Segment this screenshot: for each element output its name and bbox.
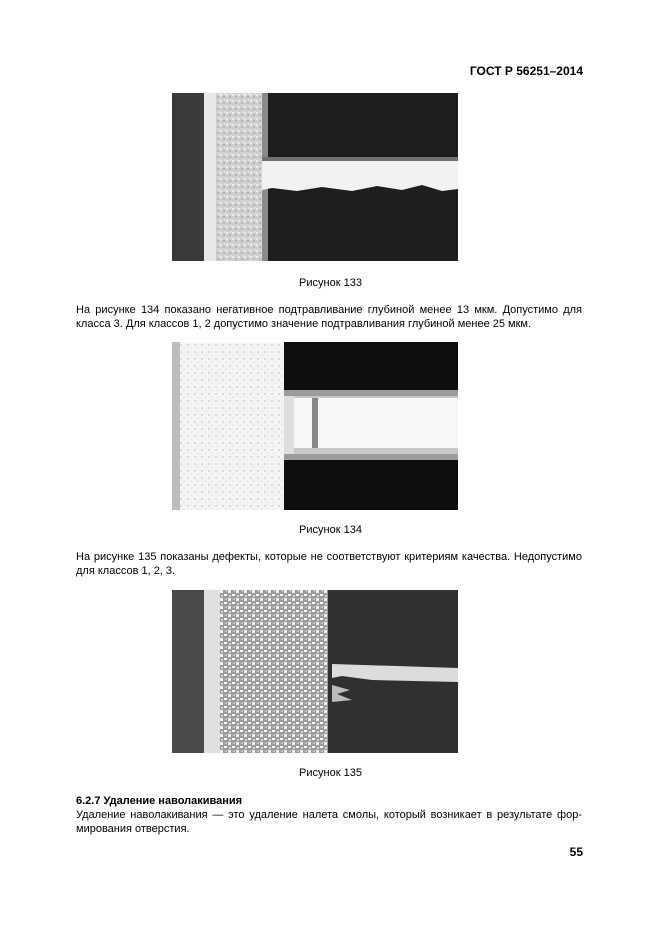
- figure-133-micrograph: [172, 93, 458, 261]
- document-header: ГОСТ Р 56251–2014: [469, 64, 583, 78]
- figure-133-caption: Рисунок 133: [299, 277, 362, 289]
- paragraph-line: для классов 1, 2, 3.: [76, 565, 176, 577]
- figure-134-caption: Рисунок 134: [299, 524, 362, 536]
- paragraph-line: Удаление наволакивания — это удаление налета смолы, который возникает в результате фор-: [76, 809, 582, 821]
- paragraph-figure-135: [76, 550, 582, 578]
- paragraph-line: класса 3. Для классов 1, 2 допустимо значение подтравливания глубиной менее 25 мкм.: [76, 318, 532, 330]
- figure-135-caption: Рисунок 135: [299, 767, 362, 779]
- section-heading: 6.2.7 Удаление наволакивания: [76, 795, 243, 807]
- paragraph-figure-134: [76, 303, 582, 331]
- paragraph-line: На рисунке 134 показано негативное подтравливание глубиной менее 13 мкм. Допустимо для: [76, 304, 582, 316]
- figure-135-micrograph: [172, 590, 458, 753]
- page-number: 55: [569, 845, 583, 859]
- paragraph-line: мирования отверстия.: [76, 823, 190, 835]
- paragraph-line: На рисунке 135 показаны дефекты, которые не соответствуют критериям качества. Недопустимо: [76, 551, 582, 563]
- paragraph-desmear: [76, 808, 582, 836]
- figure-134-micrograph: [172, 342, 458, 510]
